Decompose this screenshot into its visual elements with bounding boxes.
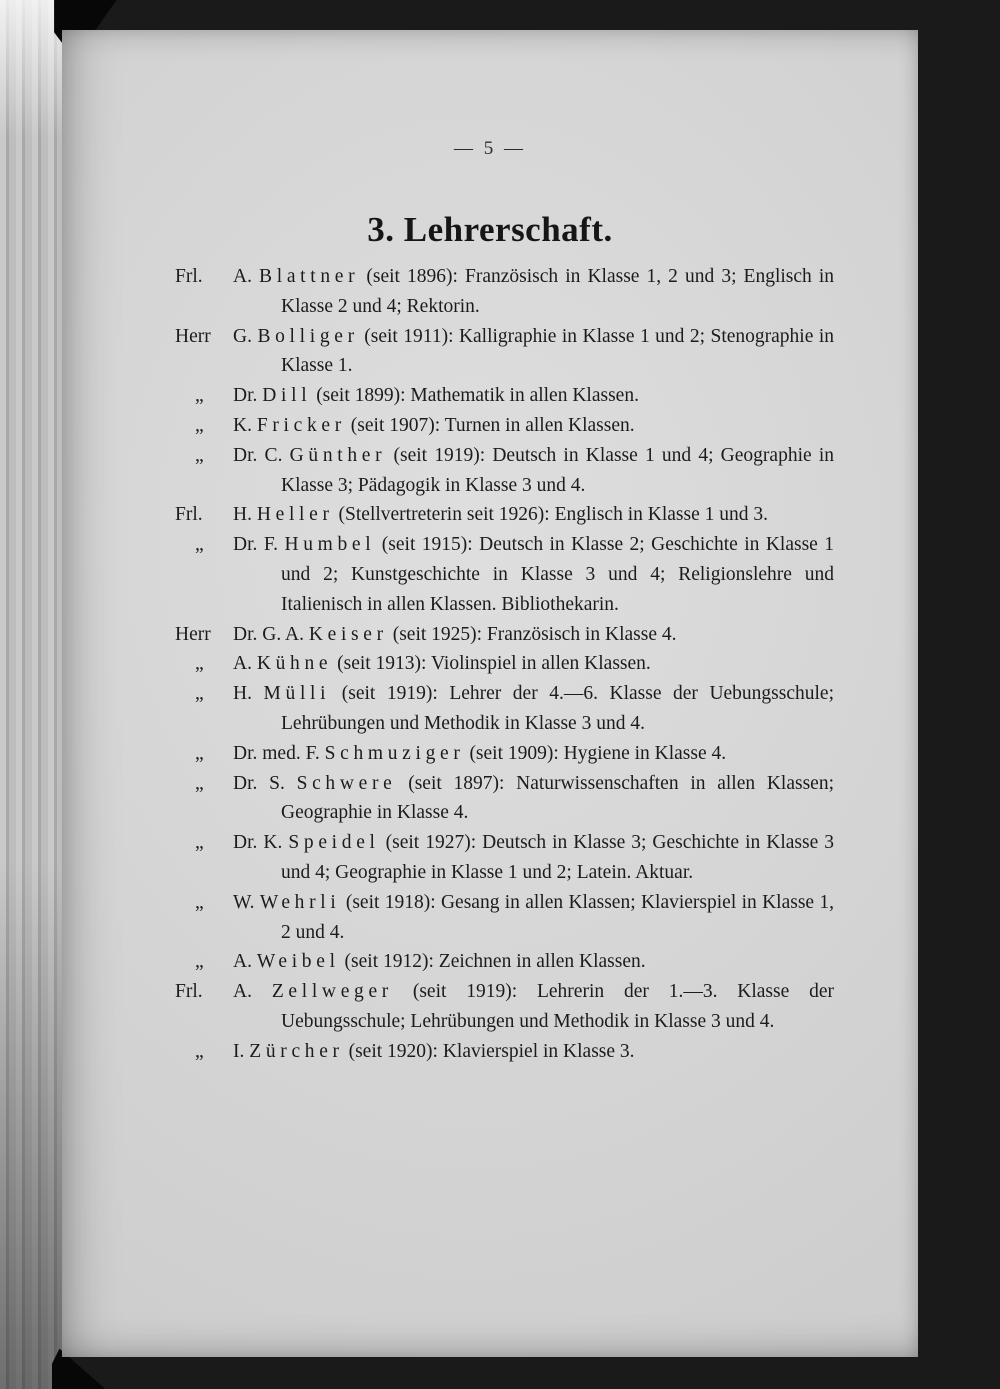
teacher-entry: [175, 739, 834, 769]
entry-name-prefix: A.: [233, 981, 252, 1003]
entry-surname: Kühne: [256, 653, 333, 675]
entry-title: Frl.: [175, 266, 203, 287]
entry-title: „: [195, 385, 204, 407]
entry-details: (seit 1912): Zeichnen in allen Klassen.: [344, 951, 646, 973]
entry-surname: Schwere: [296, 772, 397, 794]
entry-name-prefix: I.: [233, 1040, 245, 1062]
entry-name-prefix: Dr. C.: [233, 444, 283, 466]
entry-text: [233, 411, 834, 441]
entry-details: (seit 1918): Gesang in allen Klassen; Klavierspiel in Klasse 1, 2 und 4.: [281, 891, 835, 943]
entry-text: [233, 828, 834, 888]
entry-name-prefix: W.: [233, 891, 255, 913]
entry-name-prefix: Dr. med. F.: [233, 742, 320, 764]
entry-name-prefix: Dr. F.: [233, 534, 278, 556]
entry-title: „: [195, 951, 204, 973]
page-number: — 5 —: [454, 138, 526, 159]
entry-details: (seit 1899): Mathematik in allen Klassen.: [316, 385, 639, 407]
entry-surname: Blattner: [259, 266, 360, 287]
entry-title: „: [195, 683, 204, 705]
entry-details: (seit 1913): Violinspiel in allen Klassen.: [337, 653, 651, 675]
entry-text: [233, 947, 834, 977]
entry-name-prefix: A.: [233, 951, 252, 973]
entry-surname: Keiser: [308, 623, 388, 645]
teacher-entry: [175, 1037, 834, 1067]
entry-details: (seit 1897): Naturwissenschaften in allen Klassen; Geographie in Klasse 4.: [281, 772, 834, 824]
entry-title: „: [195, 444, 204, 466]
teacher-list: [175, 262, 834, 1067]
entry-title: Herr: [175, 325, 211, 347]
entry-surname: Günther: [289, 444, 387, 466]
teacher-entry: [175, 500, 834, 530]
entry-surname: Bolliger: [257, 325, 359, 347]
entry-details: (seit 1911): Kalligraphie in Klasse 1 und 2; Stenographie in Klasse 1.: [281, 325, 835, 377]
entry-details: (seit 1909): Hygiene in Klasse 4.: [469, 742, 727, 764]
teacher-entry: [175, 381, 834, 411]
entry-details: (seit 1925): Französisch in Klasse 4.: [392, 623, 677, 645]
teacher-entry: [175, 322, 834, 382]
entry-text: [233, 381, 834, 411]
teacher-entry: [175, 769, 834, 829]
document-page: [62, 30, 918, 1357]
teacher-entry: [175, 828, 834, 888]
entry-details: (seit 1896): Französisch in Klasse 1, 2 und 3; Englisch in Klasse 2 und 4; Rektorin.: [281, 266, 835, 317]
entry-title: „: [195, 1040, 204, 1062]
teacher-entry: [175, 530, 834, 619]
teacher-entry: [175, 947, 834, 977]
teacher-entry: [175, 679, 834, 739]
entry-details: (seit 1919): Lehrer der 4.—6. Klasse der Uebungsschule; Lehrübungen und Methodik in Klasse 3 und 4.: [281, 683, 835, 734]
entry-surname: Speidel: [288, 832, 380, 854]
entry-title: Frl.: [175, 981, 203, 1003]
teacher-entry: [175, 620, 834, 650]
entry-text: [233, 769, 834, 829]
entry-surname: Zellweger: [271, 981, 393, 1003]
entry-name-prefix: Dr. K.: [233, 832, 283, 854]
entry-name-prefix: Dr.: [233, 385, 258, 407]
entry-text: [233, 888, 834, 948]
entry-title: „: [195, 414, 204, 436]
entry-name-prefix: A.: [233, 266, 252, 287]
entry-name-prefix: H.: [233, 683, 252, 705]
teacher-entry: [175, 262, 834, 322]
book-page-edges: [0, 0, 62, 1389]
section-heading: 3. Lehrerschaft.: [367, 210, 613, 249]
entry-text: [233, 649, 834, 679]
entry-text: [233, 679, 834, 739]
entry-title: „: [195, 653, 204, 675]
entry-title: „: [195, 772, 204, 794]
entry-text: [233, 500, 834, 530]
entry-name-prefix: G.: [233, 325, 252, 347]
entry-title: „: [195, 832, 204, 854]
entry-title: Frl.: [175, 504, 203, 526]
entry-details: (seit 1919): Lehrerin der 1.—3. Klasse der Uebungsschule; Lehrübungen und Methodik in Klasse 3 und 4.: [281, 981, 835, 1032]
entry-text: [233, 620, 834, 650]
entry-surname: Dill: [262, 385, 312, 407]
entry-surname: Wehrli: [259, 891, 341, 913]
teacher-entry: [175, 411, 834, 441]
entry-text: [233, 977, 834, 1037]
entry-surname: Fricker: [256, 414, 346, 436]
teacher-entry: [175, 977, 834, 1037]
entry-surname: Humbel: [284, 534, 376, 556]
entry-details: (seit 1920): Klavierspiel in Klasse 3.: [348, 1040, 635, 1062]
entry-text: [233, 441, 834, 501]
entry-surname: Weibel: [256, 951, 340, 973]
entry-title: „: [195, 534, 204, 556]
teacher-entry: [175, 888, 834, 948]
entry-details: (seit 1927): Deutsch in Klasse 3; Geschichte in Klasse 3 und 4; Geographie in Klasse 1 und 2; Latein. Aktuar.: [281, 832, 834, 883]
entry-title: „: [195, 891, 204, 913]
entry-name-prefix: A.: [233, 653, 252, 675]
entry-details: (seit 1915): Deutsch in Klasse 2; Geschichte in Klasse 1 und 2; Kunstgeschichte in Klasse 3 und 4; Religionslehre und Italienisch in allen Klassen. Bibliothekarin.: [281, 534, 835, 615]
entry-details: (seit 1907): Turnen in allen Klassen.: [350, 414, 635, 436]
entry-text: [233, 322, 834, 382]
entry-name-prefix: Dr. S.: [233, 772, 285, 794]
entry-name-prefix: Dr. G. A.: [233, 623, 304, 645]
entry-text: [233, 739, 834, 769]
entry-surname: Schmuziger: [324, 742, 465, 764]
entry-title: „: [195, 742, 204, 764]
entry-surname: Mülli: [263, 683, 331, 705]
teacher-entry: [175, 441, 834, 501]
entry-text: [233, 262, 834, 322]
entry-title: Herr: [175, 623, 211, 645]
entry-text: [233, 1037, 834, 1067]
entry-details: (Stellvertreterin seit 1926): Englisch in Klasse 1 und 3.: [338, 504, 768, 526]
entry-name-prefix: H.: [233, 504, 252, 526]
entry-surname: Zürcher: [249, 1040, 344, 1062]
entry-details: (seit 1919): Deutsch in Klasse 1 und 4; Geographie in Klasse 3; Pädagogik in Klasse 3 und 4.: [281, 444, 834, 496]
teacher-entry: [175, 649, 834, 679]
entry-name-prefix: K.: [233, 414, 252, 436]
entry-surname: Heller: [256, 504, 334, 526]
entry-text: [233, 530, 834, 619]
